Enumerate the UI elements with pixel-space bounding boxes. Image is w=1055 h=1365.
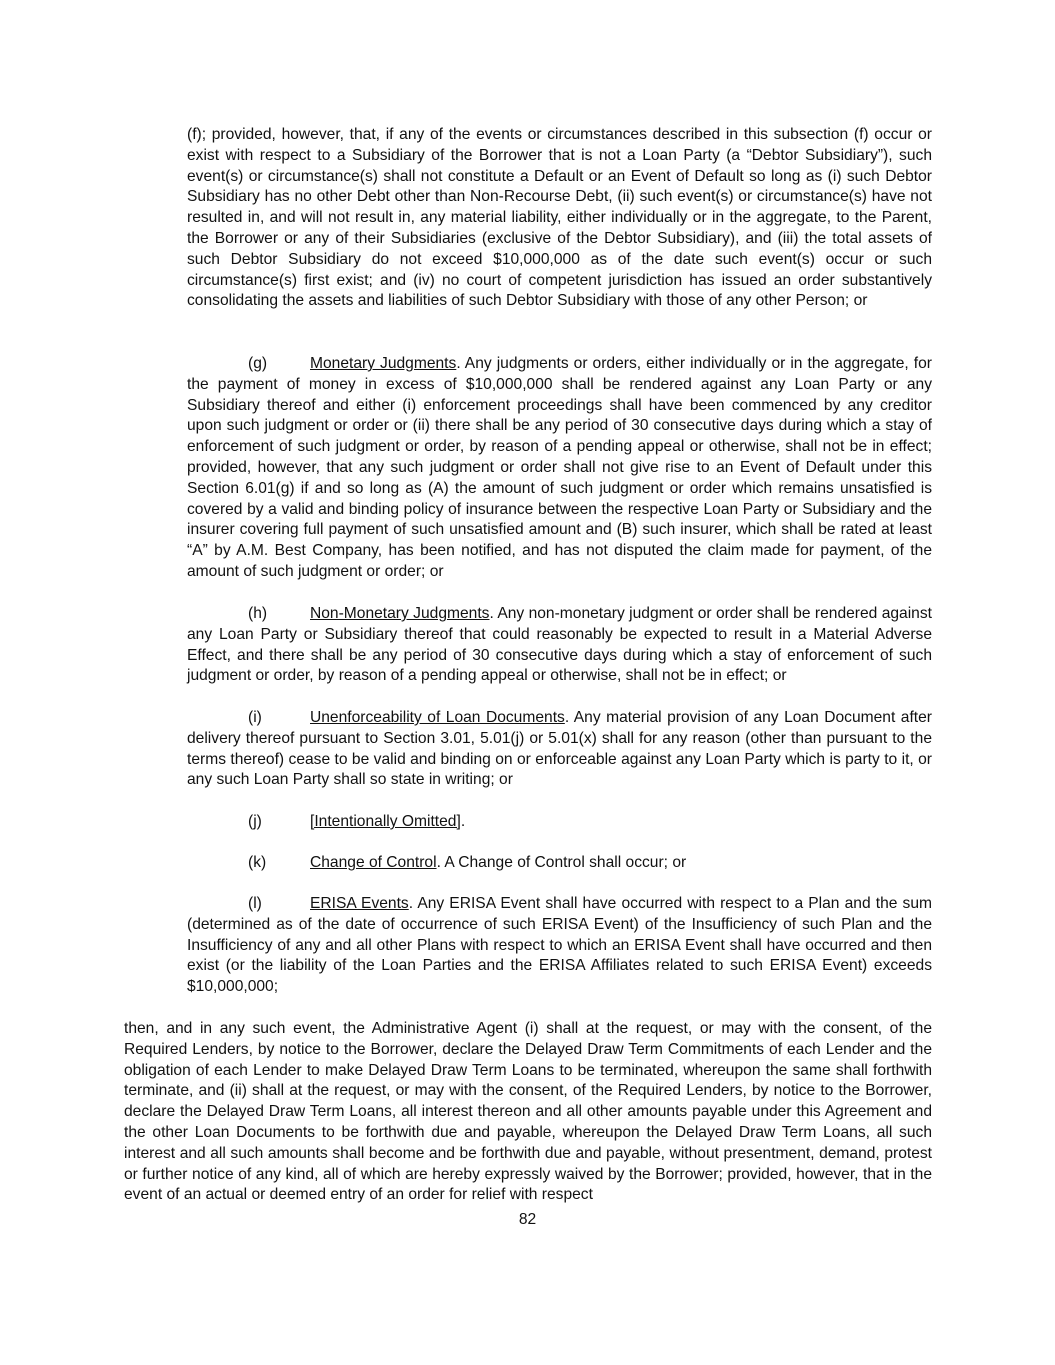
item-text: . Any ERISA Event shall have occurred with respect to a Plan and the sum (determined as of the date of occurrence of such ERISA Event) of the Insufficiency of such Plan and the Insufficiency of any and all other Plans with respect to which an ERISA Event shall have occurred and then exist (or the liability of the Loan Parties and the ERISA Affiliates related to such ERISA Event) exceeds $10,000,000; xyxy=(187,895,932,996)
item-text: . A Change of Control shall occur; or xyxy=(436,854,687,871)
paragraph-g xyxy=(187,354,932,583)
item-number: (h) xyxy=(248,605,268,622)
paragraph-f-continuation: (f); provided, however, that, if any of the events or circumstances described in this subsection (f) occur or exist with respect to a Subsidiary of the Borrower that is not a Loan Party (a “Debtor Subsidiary”), such event(s) or circumstance(s) shall not constitute a Default or an Event of Default so long as (i) such Debtor Subsidiary has no other Debt other than Non-Recourse Debt, (ii) such event(s) or circumstance(s) have not resulted in, and will not result in, any material liability, either individually or in the aggregate, to the Parent, the Borrower or any of their Subsidiaries (exclusive of the Debtor Subsidiary), and (iii) the total assets of such Debtor Subsidiary do not exceed $10,000,000 as of the date such event(s) occur or such circumstance(s) first exist; and (iv) no court of competent jurisdiction has issued an order substantively consolidating the assets and liabilities of such Debtor Subsidiary with those of any other Person; or xyxy=(187,126,932,310)
item-number: (g) xyxy=(248,355,268,372)
item-heading: Change of Control xyxy=(310,854,437,871)
paragraph-l xyxy=(187,894,932,998)
paragraph-i xyxy=(187,708,932,791)
paragraph-j xyxy=(187,812,932,833)
item-number: (j) xyxy=(248,813,262,830)
item-text: . Any material provision of any Loan Document after delivery thereof pursuant to Section 3.01, 5.01(j) or 5.01(x) shall for any reason (other than pursuant to the terms thereof) cease to be valid and binding on or enforceable against any Loan Party which is party to it, or any such Loan Party shall so state in writing; or xyxy=(187,709,932,789)
closing-paragraph: then, and in any such event, the Administrative Agent (i) shall at the request, or may with the consent, of the Required Lenders, by notice to the Borrower, declare the Delayed Draw Term Commitments of each Lender and the obligation of each Lender to make Delayed Draw Term Loans to be terminated, whereupon the same shall forthwith terminate, and (ii) shall at the request, or may with the consent, of the Required Lenders, by notice to the Borrower, declare the Delayed Draw Term Loans, all interest thereon and all other amounts payable under this Agreement and the other Loan Documents to be forthwith due and payable, whereupon the Delayed Draw Term Loans, all such interest and all such amounts shall become and be forthwith due and payable, without presentment, demand, protest or further notice of any kind, all of which are hereby expressly waived by the Borrower; provided, however, that in the event of an actual or deemed entry of an order for relief with respect xyxy=(124,1020,932,1204)
item-number: (i) xyxy=(248,709,262,726)
paragraph-h xyxy=(187,604,932,687)
item-number: (l) xyxy=(248,895,262,912)
paragraph-k xyxy=(187,853,932,874)
item-heading: Monetary Judgments xyxy=(310,355,457,372)
item-number: (k) xyxy=(248,854,267,871)
item-text: . Any non-monetary judgment or order shall be rendered against any Loan Party or Subsidiary thereof that could reasonably be expected to result in a Material Adverse Effect, and there shall be any period of 30 consecutive days during which a stay of enforcement of such judgment or order, by reason of a pending appeal or otherwise, shall not be in effect; or xyxy=(187,605,932,685)
item-text: . Any judgments or orders, either individually or in the aggregate, for the payment of money in excess of $10,000,000 shall be rendered against any Loan Party or any Subsidiary thereof and either (i) enforcement proceedings shall have been commenced by any creditor upon such judgment or order or (ii) there shall be any period of 30 consecutive days during which a stay of enforcement of such judgment or order, by reason of a pending appeal or otherwise, shall not be in effect; provided, however, that any such judgment or order shall not give rise to an Event of Default under this Section 6.01(g) if and so long as (A) the amount of such judgment or order which remains unsatisfied is covered by a valid and binding policy of insurance between the respective Loan Party or Subsidiary and the insurer covering full payment of such unsatisfied amount and (B) such insurer, which shall be rated at least “A” by A.M. Best Company, has been notified, and has not disputed the claim made for payment, of the amount of such judgment or order; or xyxy=(187,355,932,580)
item-heading: Unenforceability of Loan Documents xyxy=(310,709,565,726)
item-heading: [Intentionally Omitted] xyxy=(310,813,461,830)
item-heading: ERISA Events xyxy=(310,895,409,912)
item-heading: Non-Monetary Judgments xyxy=(310,605,490,622)
item-text: . xyxy=(460,813,466,830)
page-number: 82 xyxy=(518,1211,537,1228)
